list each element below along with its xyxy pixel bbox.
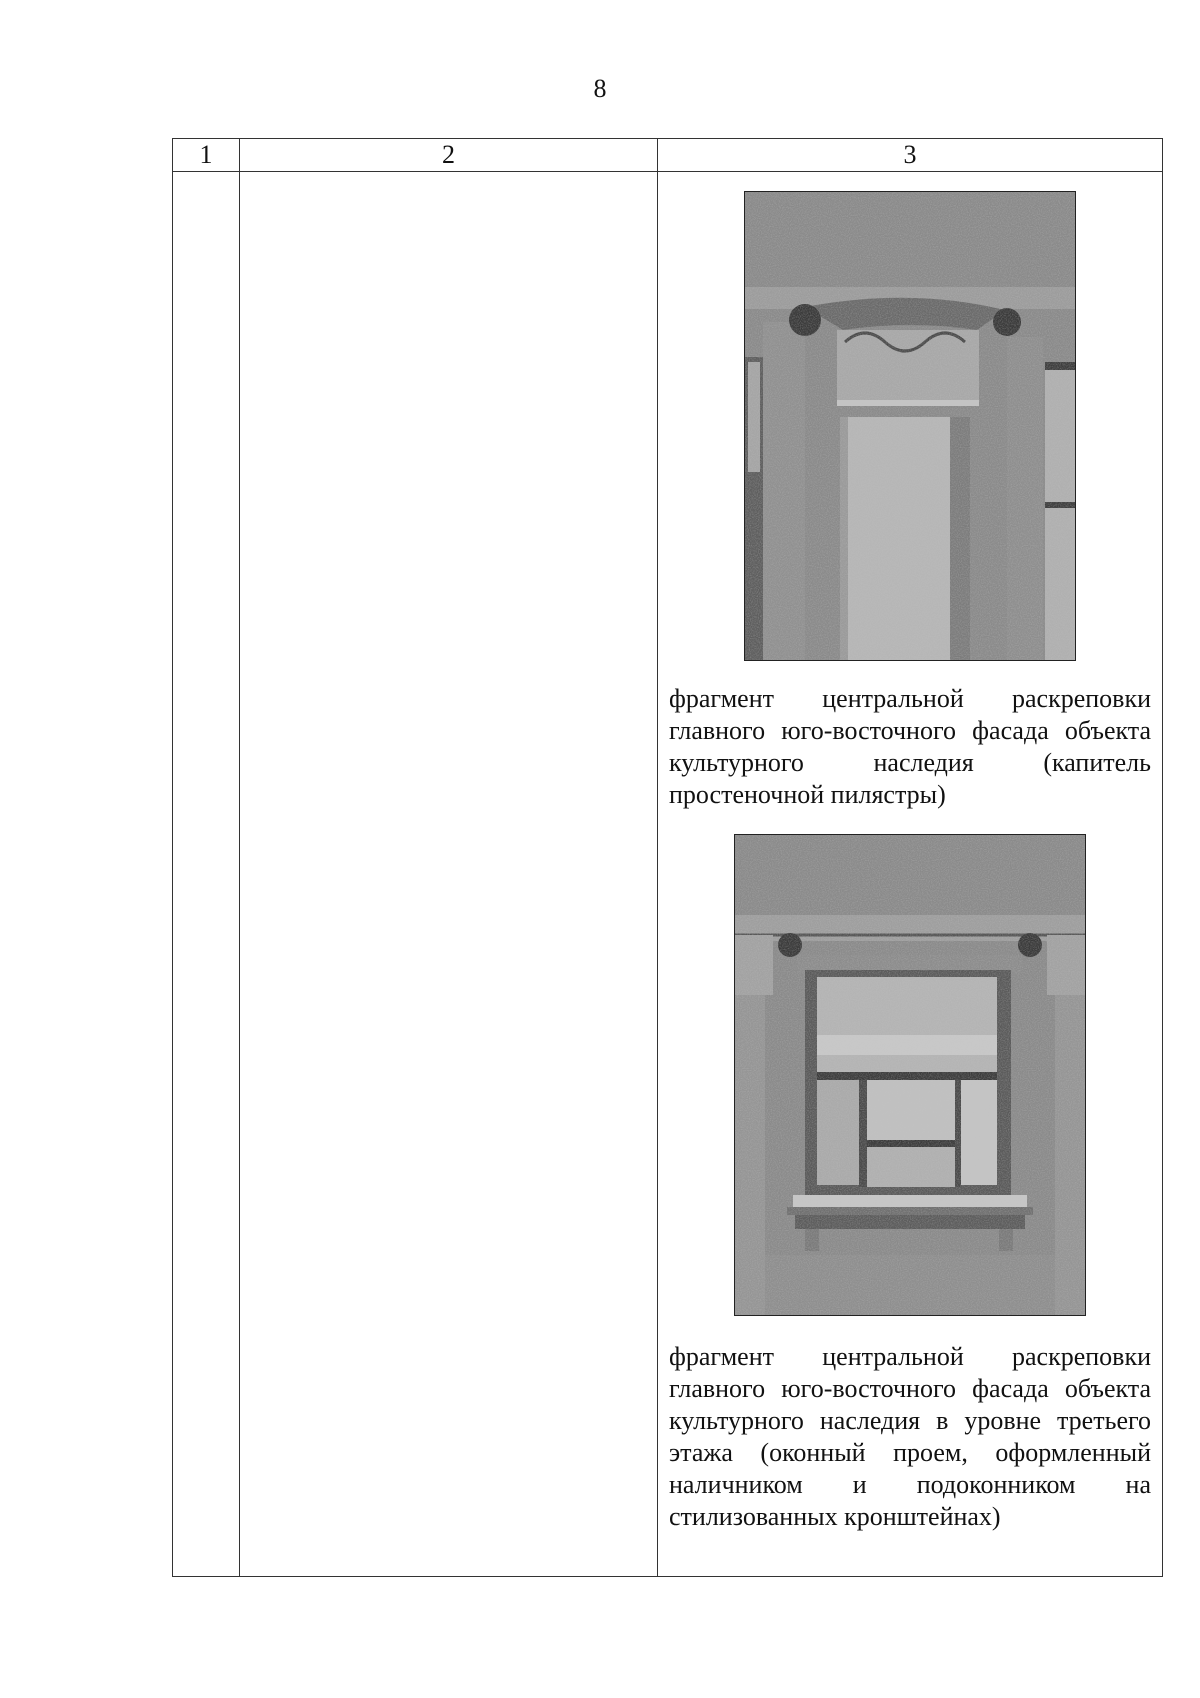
document-table: [172, 138, 1163, 1577]
table-header-row: [173, 139, 1163, 172]
table-cell-number: [173, 172, 240, 1577]
column-header-1: 1: [173, 139, 240, 172]
window-opening-photo: [734, 834, 1086, 1316]
photo-caption-1: фрагмент центральной раскреповки главного юго-восточного фасада объекта культурного наследия (капитель простеночной пилястры): [669, 684, 1151, 809]
table-cell-photos: [658, 172, 1163, 1577]
column-header-3: 3: [658, 139, 1163, 172]
photo-caption-2: фрагмент центральной раскреповки главного юго-восточного фасада объекта культурного наследия в уровне третьего этажа (оконный проем, оформленный наличником и подоконником на стилизованных кронштейнах): [669, 1342, 1151, 1531]
table-row: [173, 172, 1163, 1577]
page-number: 8: [593, 74, 607, 103]
photo-entry-2: [658, 834, 1162, 1533]
photo-entry-1: [658, 191, 1162, 811]
column-header-2: 2: [240, 139, 658, 172]
table-cell-description: [240, 172, 658, 1577]
pilaster-capital-photo: [744, 191, 1076, 661]
